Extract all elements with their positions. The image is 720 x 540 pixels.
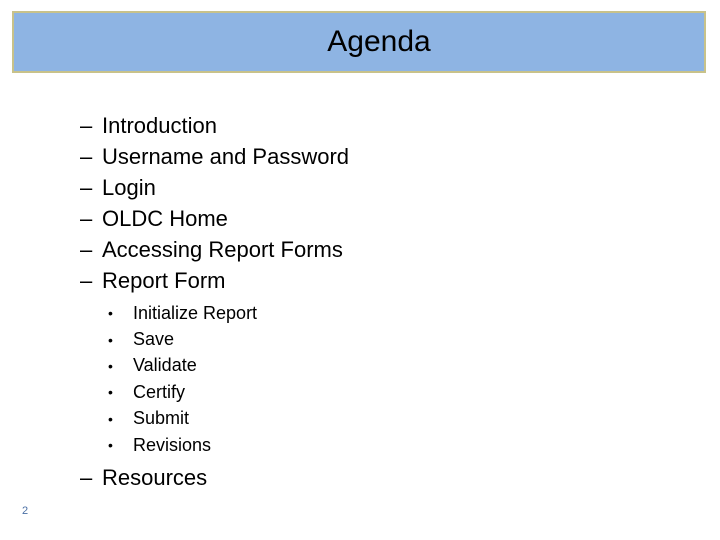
list-item <box>80 265 349 296</box>
sub-list-item-label: Revisions <box>133 434 212 455</box>
list-item <box>80 141 349 172</box>
sub-list-item <box>108 353 349 379</box>
list-item-label: Username and Password <box>102 143 350 169</box>
sub-list-item <box>108 406 349 432</box>
bullet-marker: • <box>108 410 113 427</box>
list-item <box>80 203 349 234</box>
sub-list-item-label: Certify <box>133 381 186 402</box>
dash-marker: – <box>80 267 93 293</box>
dash-marker: – <box>80 205 93 231</box>
list-item <box>80 172 349 203</box>
sub-list <box>80 300 349 458</box>
sub-list-item-label: Initialize Report <box>133 302 258 323</box>
list-item-label: Login <box>102 174 156 200</box>
sub-list-item-label: Save <box>133 329 175 350</box>
list-item-label: Resources <box>102 464 208 490</box>
dash-marker: – <box>80 112 93 138</box>
list-item-label: Introduction <box>102 112 217 138</box>
sub-list-item <box>108 432 349 458</box>
bullet-marker: • <box>108 331 113 348</box>
bullet-marker: • <box>108 437 113 454</box>
bullet-marker: • <box>108 305 113 322</box>
sub-list-container <box>80 300 349 458</box>
list-item-label: OLDC Home <box>102 205 228 231</box>
list-item-label: Report Form <box>102 267 226 293</box>
dash-marker: – <box>80 174 93 200</box>
sub-list-item-label: Validate <box>133 355 197 376</box>
list-item-label: Accessing Report Forms <box>102 236 343 262</box>
list-item <box>80 234 349 265</box>
bullet-marker: • <box>108 384 113 401</box>
slide-title: Agenda <box>327 25 431 58</box>
sub-list-item-label: Submit <box>133 408 190 429</box>
dash-marker: – <box>80 464 93 490</box>
agenda-list <box>80 110 349 493</box>
bullet-marker: • <box>108 357 113 374</box>
dash-marker: – <box>80 143 93 169</box>
sub-list-item <box>108 326 349 352</box>
list-item <box>80 110 349 141</box>
dash-marker: – <box>80 236 93 262</box>
sub-list-item <box>108 379 349 405</box>
page-number: 2 <box>22 505 29 517</box>
sub-list-item <box>108 300 349 326</box>
title-bar <box>12 11 706 73</box>
list-item <box>80 462 349 493</box>
